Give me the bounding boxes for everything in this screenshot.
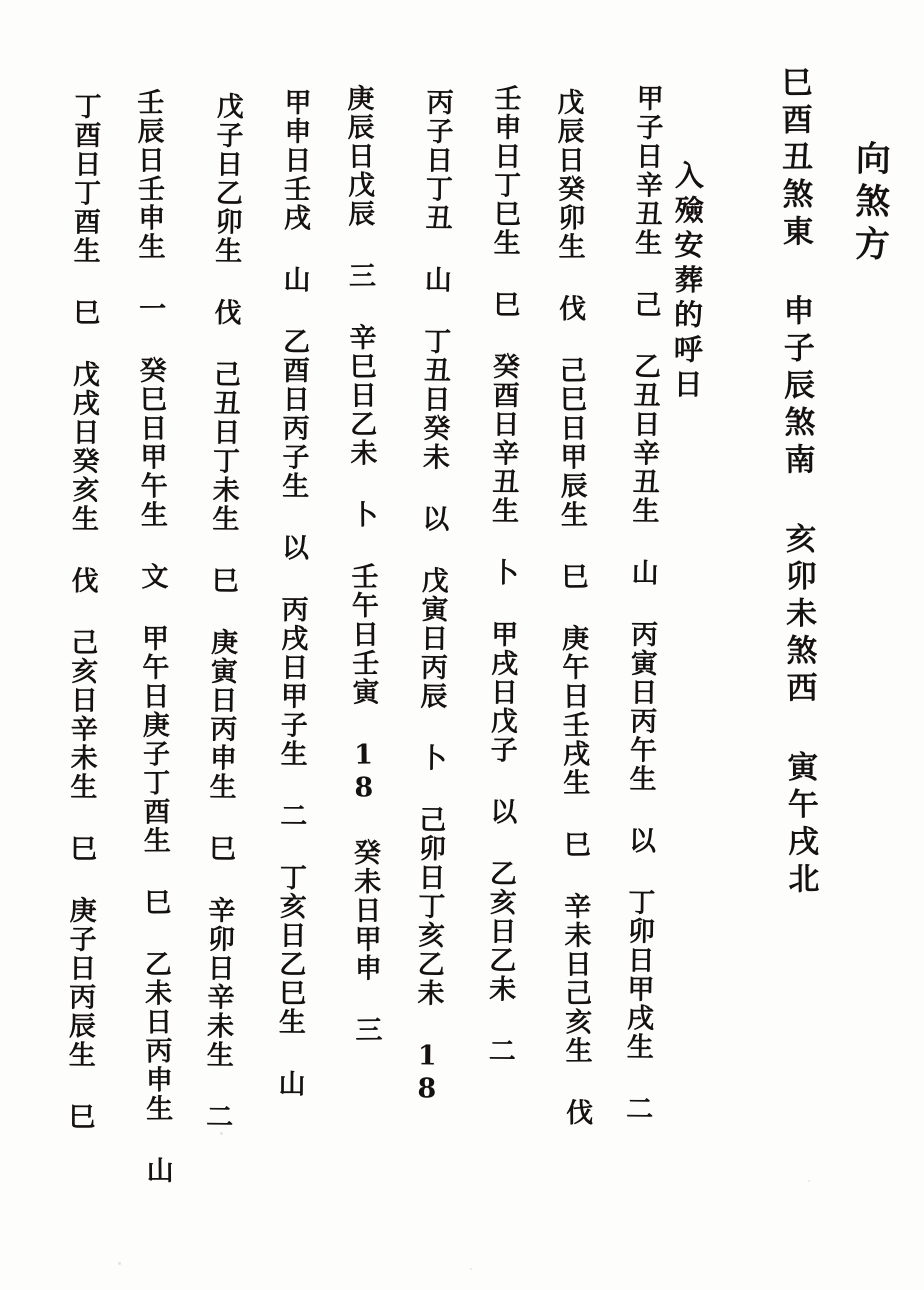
paper-speck xyxy=(808,1180,810,1182)
document-title: 向煞方 xyxy=(849,139,892,269)
entry-line: 甲申日壬戌 山 乙酉日丙子生 以 丙戌日甲子生 二 丁亥日乙巳生 山 xyxy=(273,87,312,1099)
section-heading: 入殮安葬的呼日 xyxy=(669,159,706,404)
entry-line: 壬申日丁巳生 巳 癸酉日辛丑生 卜 甲戌日戊子 以 乙亥日乙未 二 xyxy=(484,83,522,1066)
entry-line: 壬辰日壬申生 一 癸巳日甲午生 文 甲午日庚子丁酉生 巳 乙未日丙申生 山 xyxy=(132,87,174,1186)
paper-speck xyxy=(118,1262,121,1265)
entry-line: 丙子日丁丑 山 丁丑日癸未 以 戊寅日丙辰 卜 己卯日丁亥乙未 18 xyxy=(411,87,454,1107)
entry-line: 庚辰日戊辰 三 辛巳日乙未 卜 壬午日壬寅 18 癸未日甲申 三 xyxy=(342,83,382,1045)
paper-speck xyxy=(220,1132,223,1135)
entry-line: 戊辰日癸卯生 伐 己巳日甲辰生 巳 庚午日壬戌生 巳 辛未日己亥生 伐 xyxy=(552,87,593,1128)
entry-line: 甲子日辛丑生 己 乙丑日辛丑生 山 丙寅日丙午生 以 丁卯日甲戌生 二 xyxy=(621,83,664,1124)
entry-line: 戊子日乙卯生 伐 己丑日丁未生 巳 庚寅日丙申生 巳 辛卯日辛未生 二 xyxy=(201,91,244,1132)
paper-speck xyxy=(470,1268,472,1270)
document-subtitle: 巳酉丑煞東 申子辰煞南 亥卯未煞西 寅午戌北 xyxy=(775,65,819,900)
entry-line: 丁酉日丁酉生 巳 戊戌日癸亥生 伐 己亥日辛未生 巳 庚子日丙辰生 巳 xyxy=(63,91,102,1132)
